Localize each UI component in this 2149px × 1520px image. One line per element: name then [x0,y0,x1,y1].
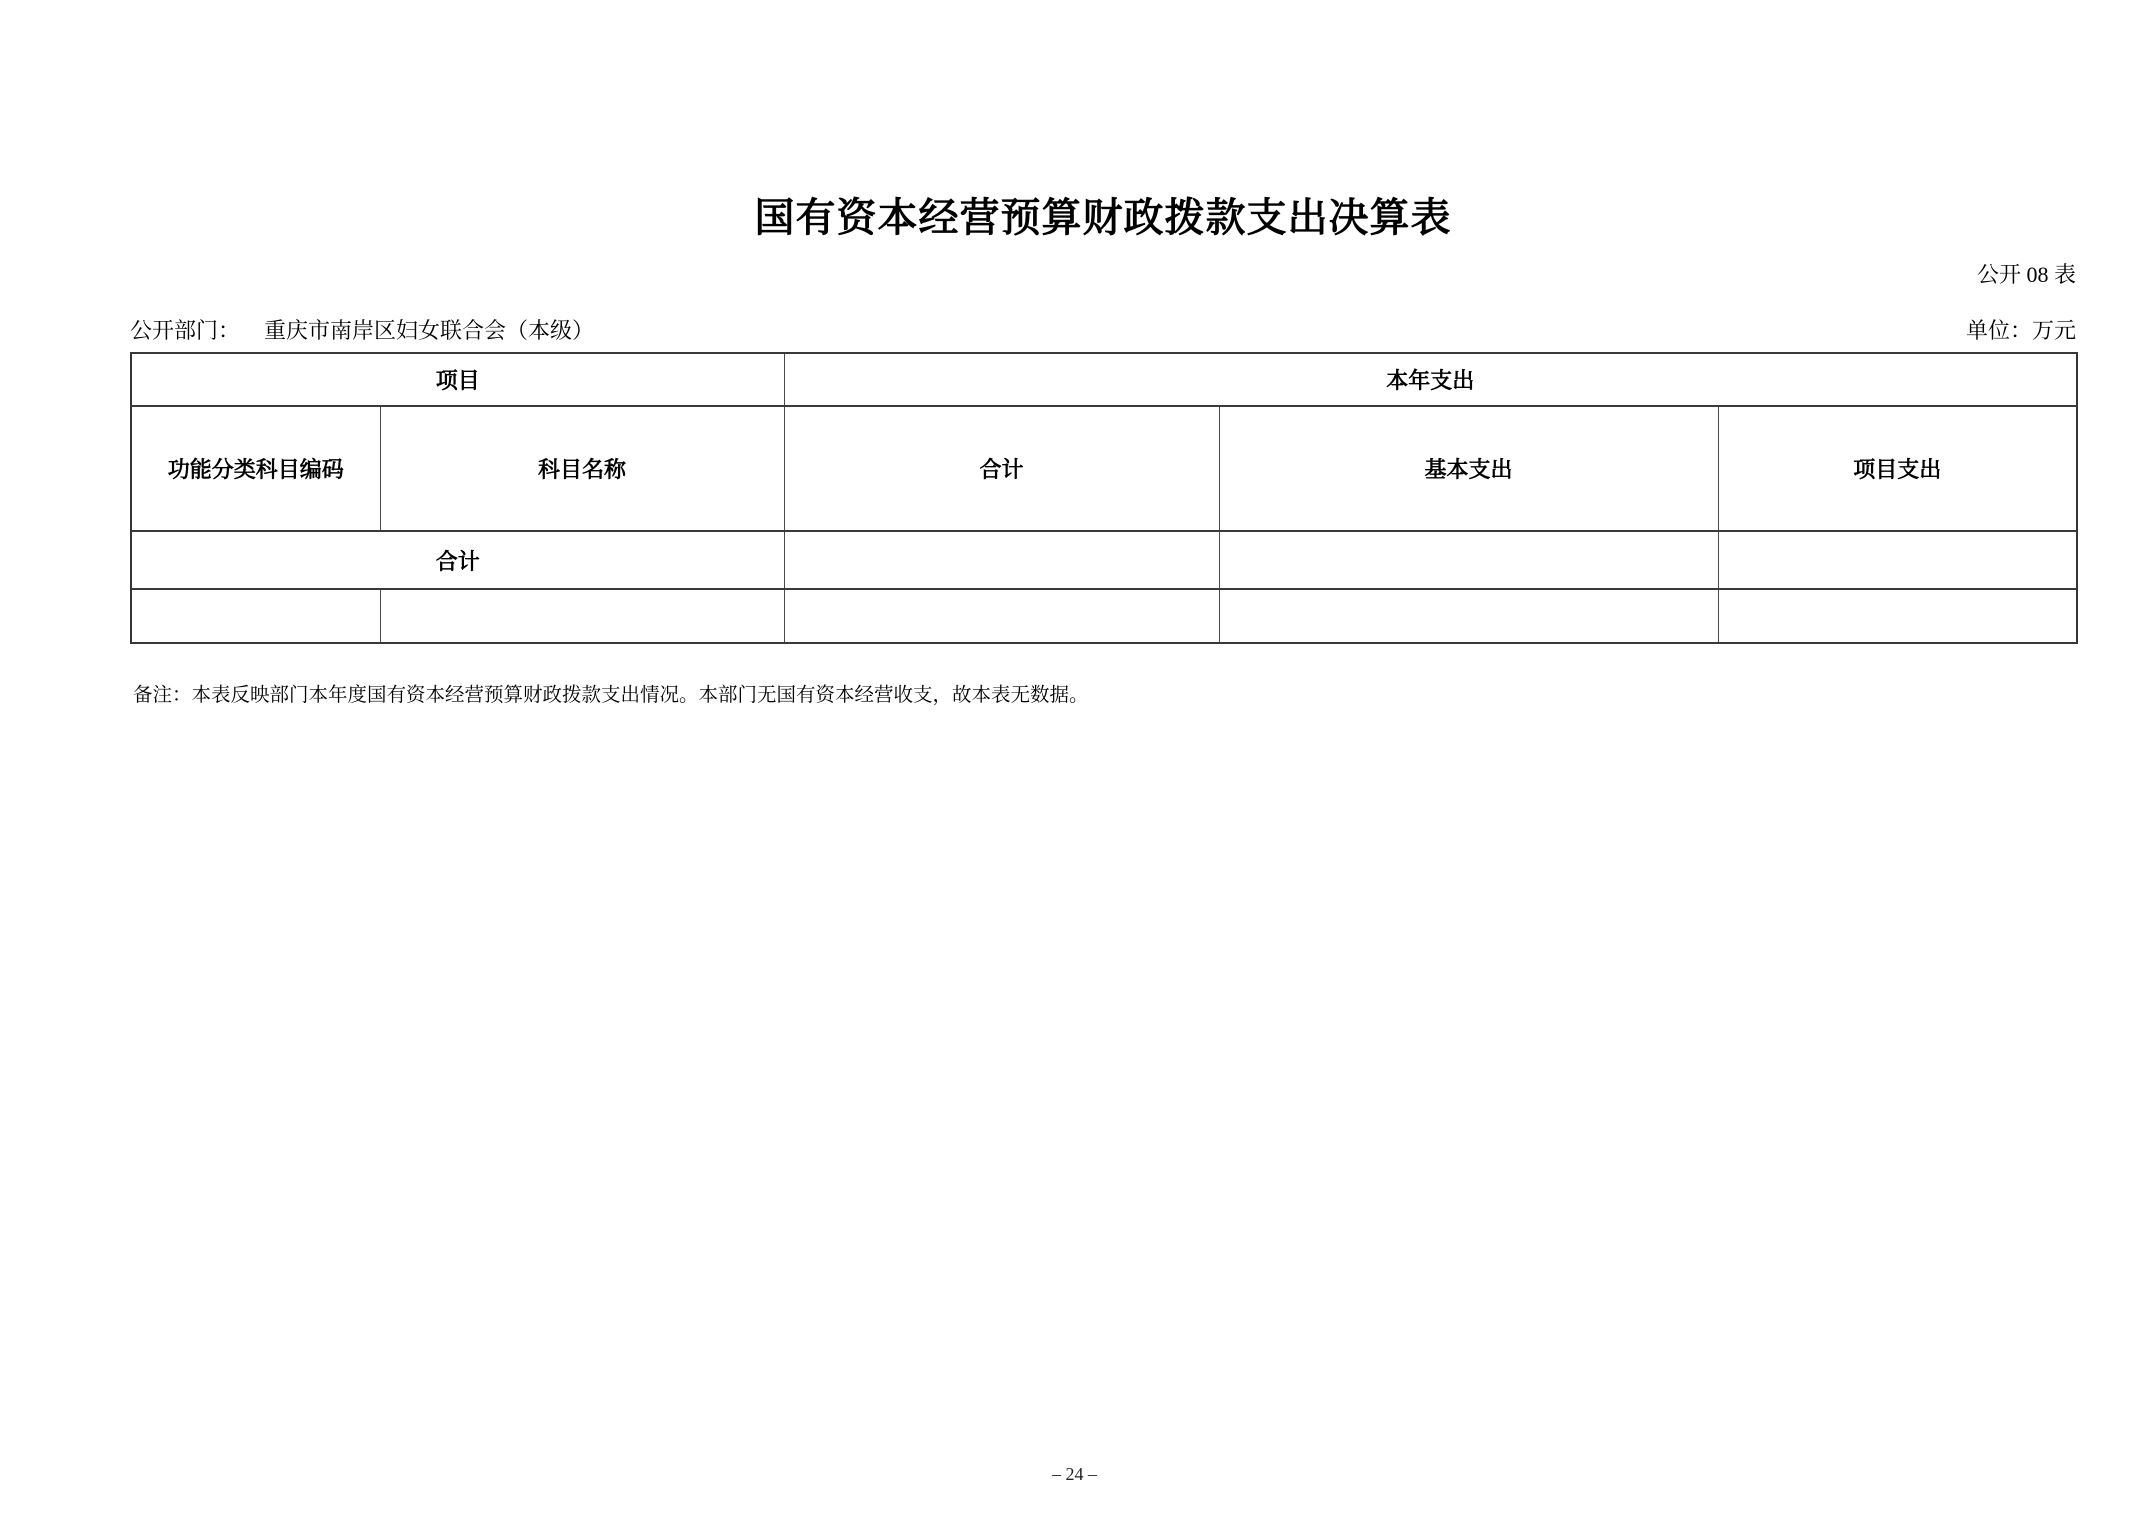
header-current-year-expenditure-group: 本年支出 [784,353,2077,406]
total-row-total-cell [784,531,1219,589]
table-column-header-row [131,406,2077,531]
column-header-function-code: 功能分类科目编码 [131,406,380,531]
data-row-project-cell [1718,589,2077,643]
column-header-subject-name: 科目名称 [380,406,784,531]
department-value: 重庆市南岸区妇女联合会（本级） [264,318,595,343]
total-row-basic-cell [1219,531,1718,589]
meta-row [130,314,2076,345]
expenditure-table [130,352,2078,644]
document-title: 国有资本经营预算财政拨款支出决算表 [754,195,1452,240]
data-row-total-cell [784,589,1219,643]
data-row [131,589,2077,643]
data-row-basic-cell [1219,589,1718,643]
table-group-header-row [131,353,2077,406]
unit-label: 单位：万元 [1965,318,2076,343]
department-label: 公开部门： [130,318,241,343]
column-header-basic-expenditure: 基本支出 [1219,406,1718,531]
data-row-code-cell [131,589,380,643]
column-header-total: 合计 [784,406,1219,531]
total-row [131,531,2077,589]
table-code-label: 公开 08 表 [1976,262,2076,287]
department-line [130,314,594,345]
total-row-project-cell [1718,531,2077,589]
note-text: 备注：本表反映部门本年度国有资本经营预算财政拨款支出情况。本部门无国有资本经营收支，故本表无数据。 [133,685,1089,706]
column-header-project-expenditure: 项目支出 [1718,406,2077,531]
total-row-label: 合计 [131,531,784,589]
header-project-group: 项目 [131,353,784,406]
page-number: – 24 – [1052,1464,1097,1484]
data-row-name-cell [380,589,784,643]
